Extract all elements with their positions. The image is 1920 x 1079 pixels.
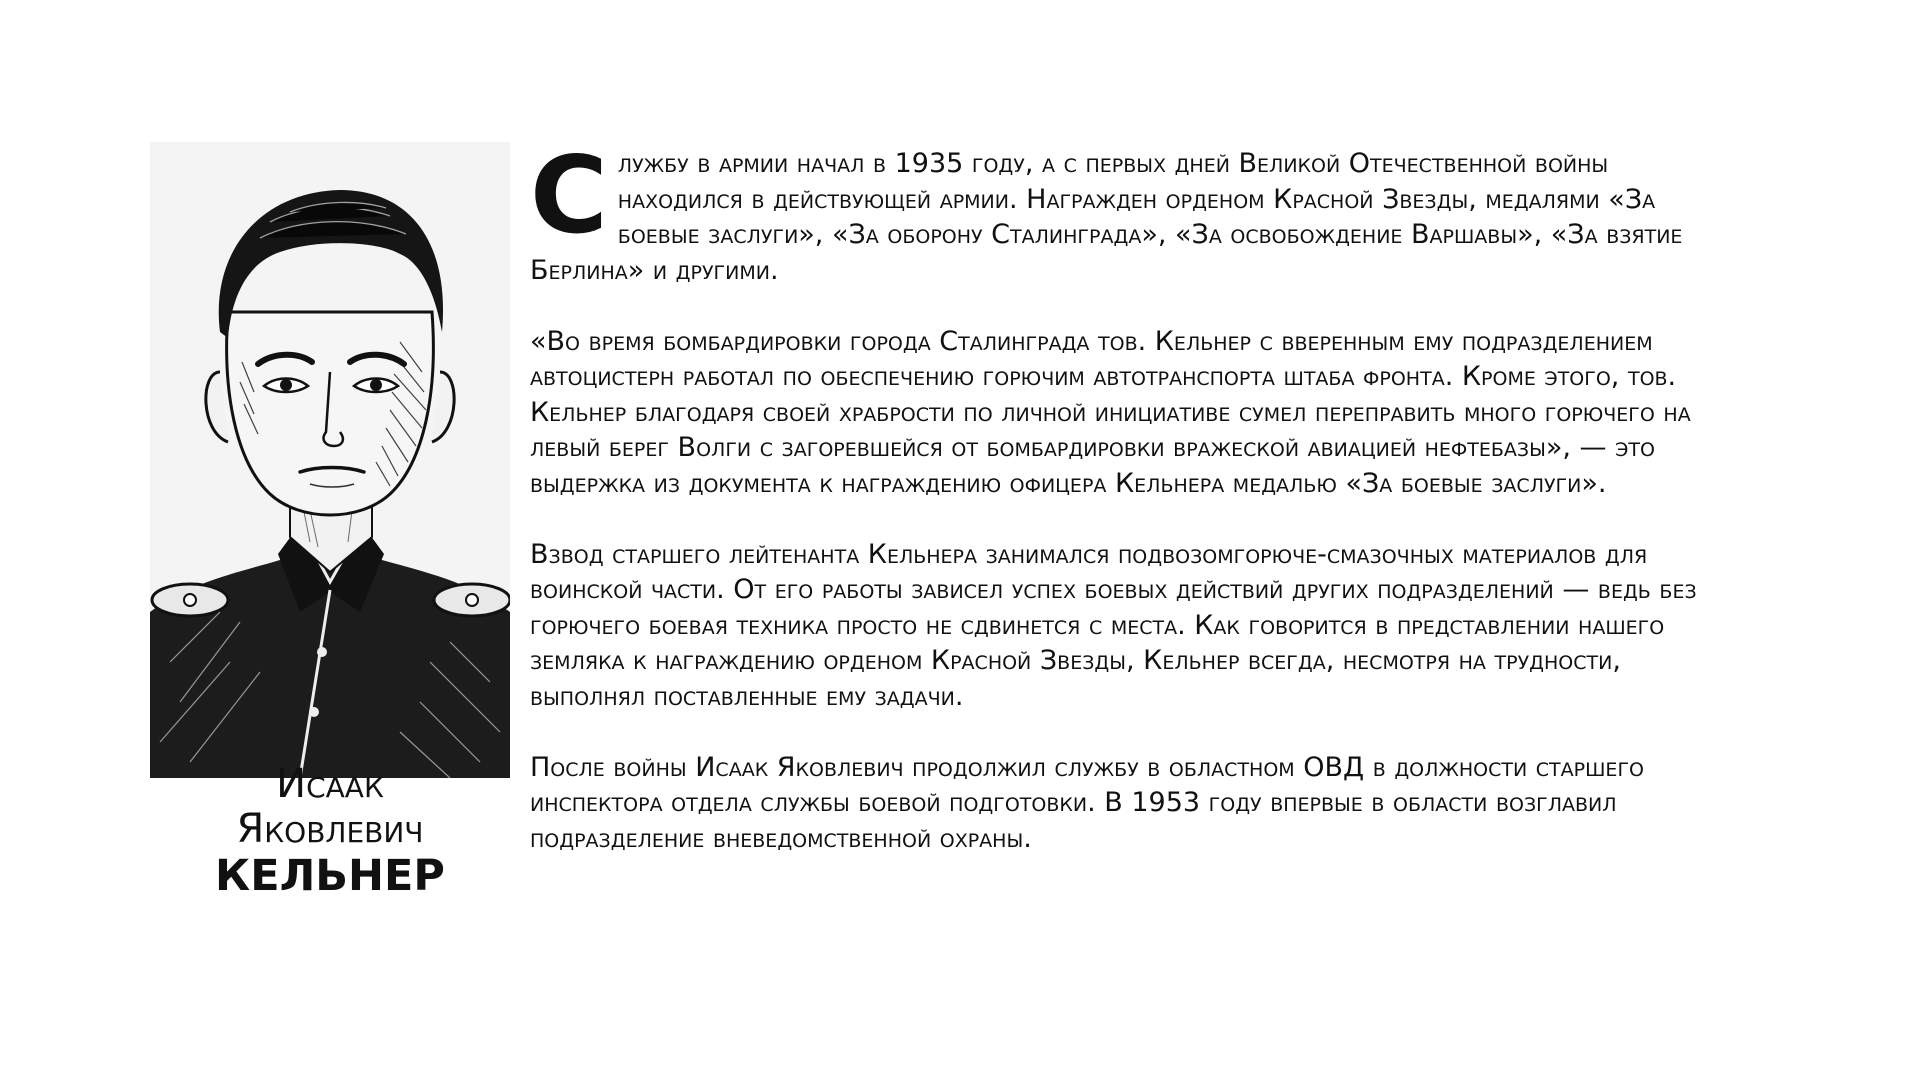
surname: КЕЛЬНЕР: [215, 850, 445, 901]
patronymic: Яковлевич: [236, 805, 424, 852]
drop-cap: С: [530, 134, 608, 257]
bio-paragraph-3: Взвод старшего лейтенанта Кельнера занимался подвозомгорюче-смазочных материалов для воинской части. От его работы зависел успех боевых действий других подразделений — ведь без горючего боевая техника просто не сдвинется с места. Как говорится в представлении нашего земляка к награждению орденом Красной Звезды, Кельнер всегда, несмотря на трудности, выполнял поставленные ему задачи.: [530, 538, 1697, 712]
officer-portrait-sketch-icon: [150, 142, 510, 778]
bio-paragraph-2: «Во время бомбардировки города Сталинграда тов. Кельнер с вверенным ему подразделением автоцистерн работал по обеспечению горючим автотранспорта штаба фронта. Кроме этого, тов. Кельнер благодаря своей храбрости по личной инициативе сумел переправить много горючего на левый берег Волги с загоревшейся от бомбардировки вражеской авиацией нефтебазы», — это выдержка из документа к награждению офицера Кельнера медалью «За боевые заслуги».: [530, 325, 1691, 499]
bio-paragraph-4: После войны Исаак Яковлевич продолжил службу в областном ОВД в должности старшего инспектора отдела службы боевой подготовки. В 1953 году впервые в области возглавил подразделение вневедомственной охраны.: [530, 751, 1644, 854]
biography-text: [530, 112, 1710, 856]
person-name-caption: [150, 762, 510, 900]
bio-paragraph-1-text: лужбу в армии начал в 1935 году, а с первых дней Великой Отечественной войны находился в действующей армии. Награжден орденом Красной Звезды, медалями «За боевые заслуги», «За оборону Сталинграда», «За освобождение Варшавы», «За взятие Берлина» и другими.: [530, 148, 1683, 286]
portrait-image: [150, 142, 510, 778]
bio-paragraph-1: [530, 112, 1710, 288]
first-name: Исаак: [276, 761, 384, 807]
